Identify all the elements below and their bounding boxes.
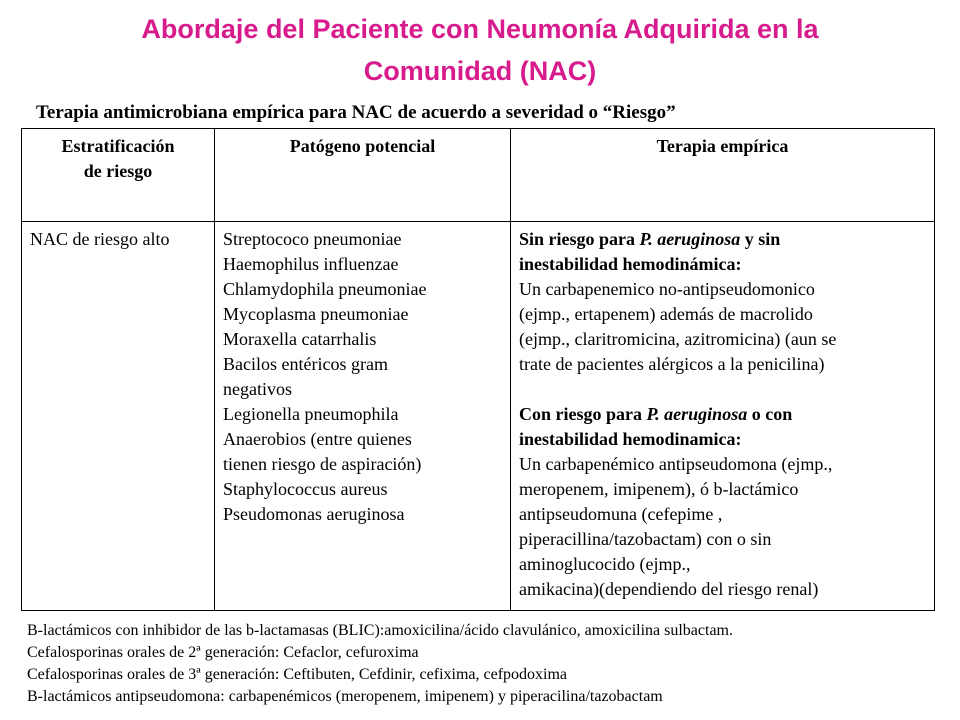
footnote: Cefalosporinas orales de 3ª generación: Ceftibuten, Cefdinir, cefixima, cefpodoxima: [27, 666, 568, 683]
therapy-line: meropenem, imipenem), ó b-lactámico: [519, 479, 799, 499]
therapy-block1-heading-a: Sin riesgo para: [519, 229, 640, 249]
table-header-row: [22, 129, 935, 222]
therapy-block1-heading: [519, 227, 928, 252]
therapy-block1-heading-2: inestabilidad hemodinámica:: [519, 254, 742, 274]
table-row: [22, 222, 935, 611]
pathogen-item: Staphylococcus aureus: [223, 479, 388, 499]
cell-risk: NAC de riesgo alto: [22, 222, 215, 611]
therapy-block2-heading-2: inestabilidad hemodinamica:: [519, 429, 742, 449]
therapy-line: trate de pacientes alérgicos a la penicilina): [519, 354, 825, 374]
pathogen-item: Moraxella catarrhalis: [223, 329, 377, 349]
therapy-block1-organism: P. aeruginosa: [639, 229, 741, 249]
cell-therapy: [511, 222, 935, 611]
therapy-table: [21, 128, 935, 611]
table-title: Terapia antimicrobiana empírica para NAC de acuerdo a severidad o “Riesgo”: [36, 102, 676, 123]
header-pathogen: Patógeno potencial: [215, 129, 511, 222]
pathogen-item: Chlamydophila pneumoniae: [223, 279, 427, 299]
cell-pathogens: [215, 222, 511, 611]
therapy-line: aminoglucocido (ejmp.,: [519, 554, 691, 574]
pathogen-item: tienen riesgo de aspiración): [223, 454, 422, 474]
therapy-line: piperacillina/tazobactam) con o sin: [519, 529, 772, 549]
therapy-block2-heading-b: o con: [747, 404, 793, 424]
therapy-block2-heading-a: Con riesgo para: [519, 404, 647, 424]
footnote: Cefalosporinas orales de 2ª generación: Cefaclor, cefuroxima: [27, 644, 419, 661]
therapy-line: antipseudomuna (cefepime ,: [519, 504, 723, 524]
header-therapy: Terapia empírica: [511, 129, 935, 222]
therapy-block1-heading-b: y sin: [740, 229, 781, 249]
pathogen-item: Streptococo pneumoniae: [223, 229, 402, 249]
slide-title: [30, 8, 930, 92]
slide-title-line-1: Abordaje del Paciente con Neumonía Adquirida en la: [141, 14, 819, 44]
header-risk-stratification: [22, 129, 215, 222]
pathogen-item: Pseudomonas aeruginosa: [223, 504, 405, 524]
pathogen-item: Anaerobios (entre quienes: [223, 429, 412, 449]
therapy-line: (ejmp., claritromicina, azitromicina) (aun se: [519, 329, 837, 349]
therapy-line: amikacina)(dependiendo del riesgo renal): [519, 579, 819, 599]
pathogen-item: Haemophilus influenzae: [223, 254, 399, 274]
therapy-line: Un carbapenemico no-antipseudomonico: [519, 279, 815, 299]
pathogen-item: Mycoplasma pneumoniae: [223, 304, 409, 324]
therapy-spacer: [519, 377, 928, 402]
footnote: B-lactámicos con inhibidor de las b-lactamasas (BLIC):amoxicilina/ácido clavulánico, amoxicilina sulbactam.: [27, 622, 733, 639]
pathogen-item: Bacilos entéricos gram: [223, 354, 388, 374]
therapy-block2-organism: P. aeruginosa: [646, 404, 748, 424]
pathogen-item: Legionella pneumophila: [223, 404, 399, 424]
header-risk-line-2: de riesgo: [83, 161, 153, 181]
header-risk-line-1: Estratificación: [61, 136, 175, 156]
therapy-line: Un carbapenémico antipseudomona (ejmp.,: [519, 454, 833, 474]
slide-title-line-2: Comunidad (NAC): [363, 56, 597, 86]
footnotes: [27, 620, 733, 708]
footnote: B-lactámicos antipseudomona: carbapenémicos (meropenem, imipenem) y piperacilina/tazobactam: [27, 688, 663, 705]
pathogen-item: negativos: [223, 379, 292, 399]
therapy-line: (ejmp., ertapenem) además de macrolido: [519, 304, 813, 324]
therapy-block2-heading: [519, 402, 928, 427]
